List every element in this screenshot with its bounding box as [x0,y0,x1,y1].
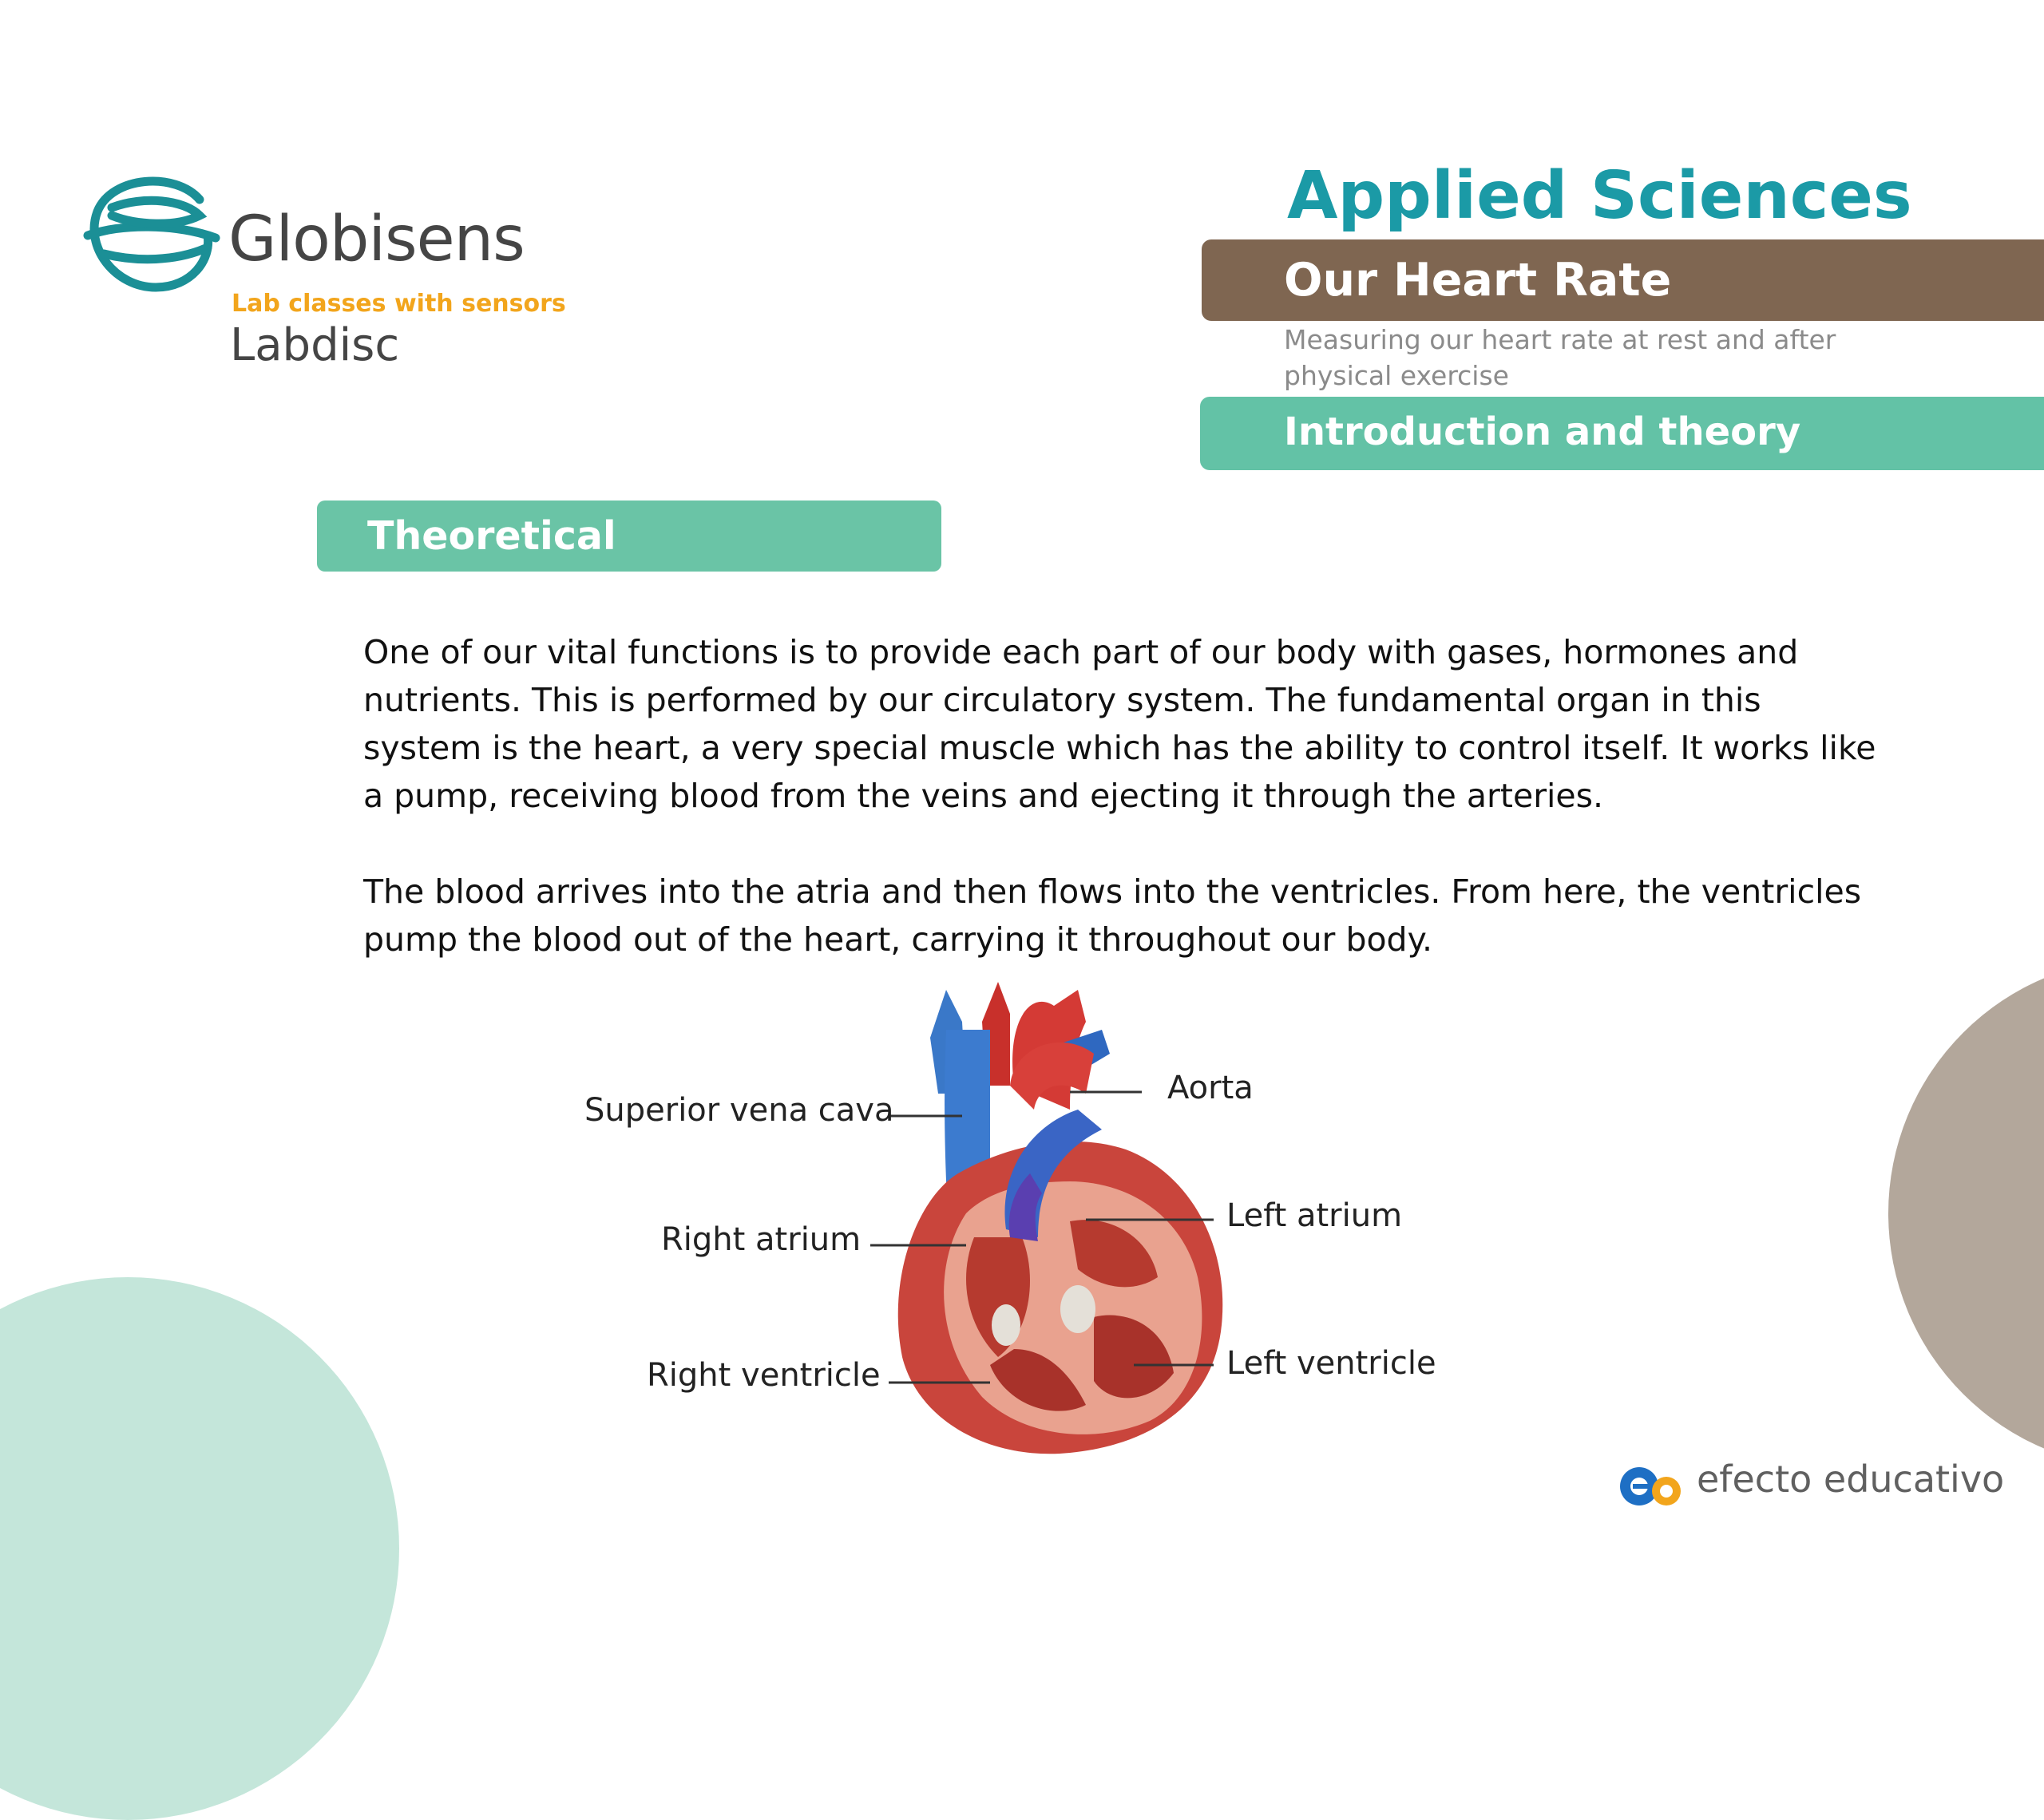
label-left-ventricle: Left ventricle [1226,1345,1436,1382]
label-right-ventricle: Right ventricle [647,1357,881,1394]
label-left-atrium: Left atrium [1226,1197,1403,1234]
label-aorta: Aorta [1167,1070,1254,1106]
page-subtitle: Measuring our heart rate at rest and after physical exercise [1284,324,1836,391]
ea-logo-icon [1617,1459,1685,1511]
brand-tagline: Lab classes with sensors [232,290,566,318]
brand-name: Globisens [228,204,525,275]
paragraph-1: One of our vital functions is to provide each part of our body with gases, hormones and nutrients. This is performed by our circulatory system. The fundamental organ in this system is the heart, a very special muscle which has the ability to control itself. It works like a pump, receiving blood from the veins and ejecting it through the arteries. [363,633,1876,815]
globe-swirl-icon [80,168,224,303]
label-right-atrium: Right atrium [661,1221,862,1258]
page-title: Our Heart Rate [1284,254,1672,307]
section-title: Introduction and theory [1284,410,1801,454]
label-superior-vena-cava: Superior vena cava [584,1092,894,1129]
decorative-circle-green [0,1277,399,1820]
footer-brand: efecto educativo [1697,1458,2005,1501]
theoretical-tab-label: Theoretical [367,513,616,559]
paragraph-2: The blood arrives into the atria and then flows into the ventricles. From here, the ventricles pump the blood out of the heart, carrying it throughout our body. [363,872,1862,959]
heart-anatomy-illustration [870,974,1254,1469]
category-title: Applied Sciences [1287,158,1912,234]
brand-product: Labdisc [230,319,400,371]
decorative-circle-taupe [1888,958,2044,1469]
